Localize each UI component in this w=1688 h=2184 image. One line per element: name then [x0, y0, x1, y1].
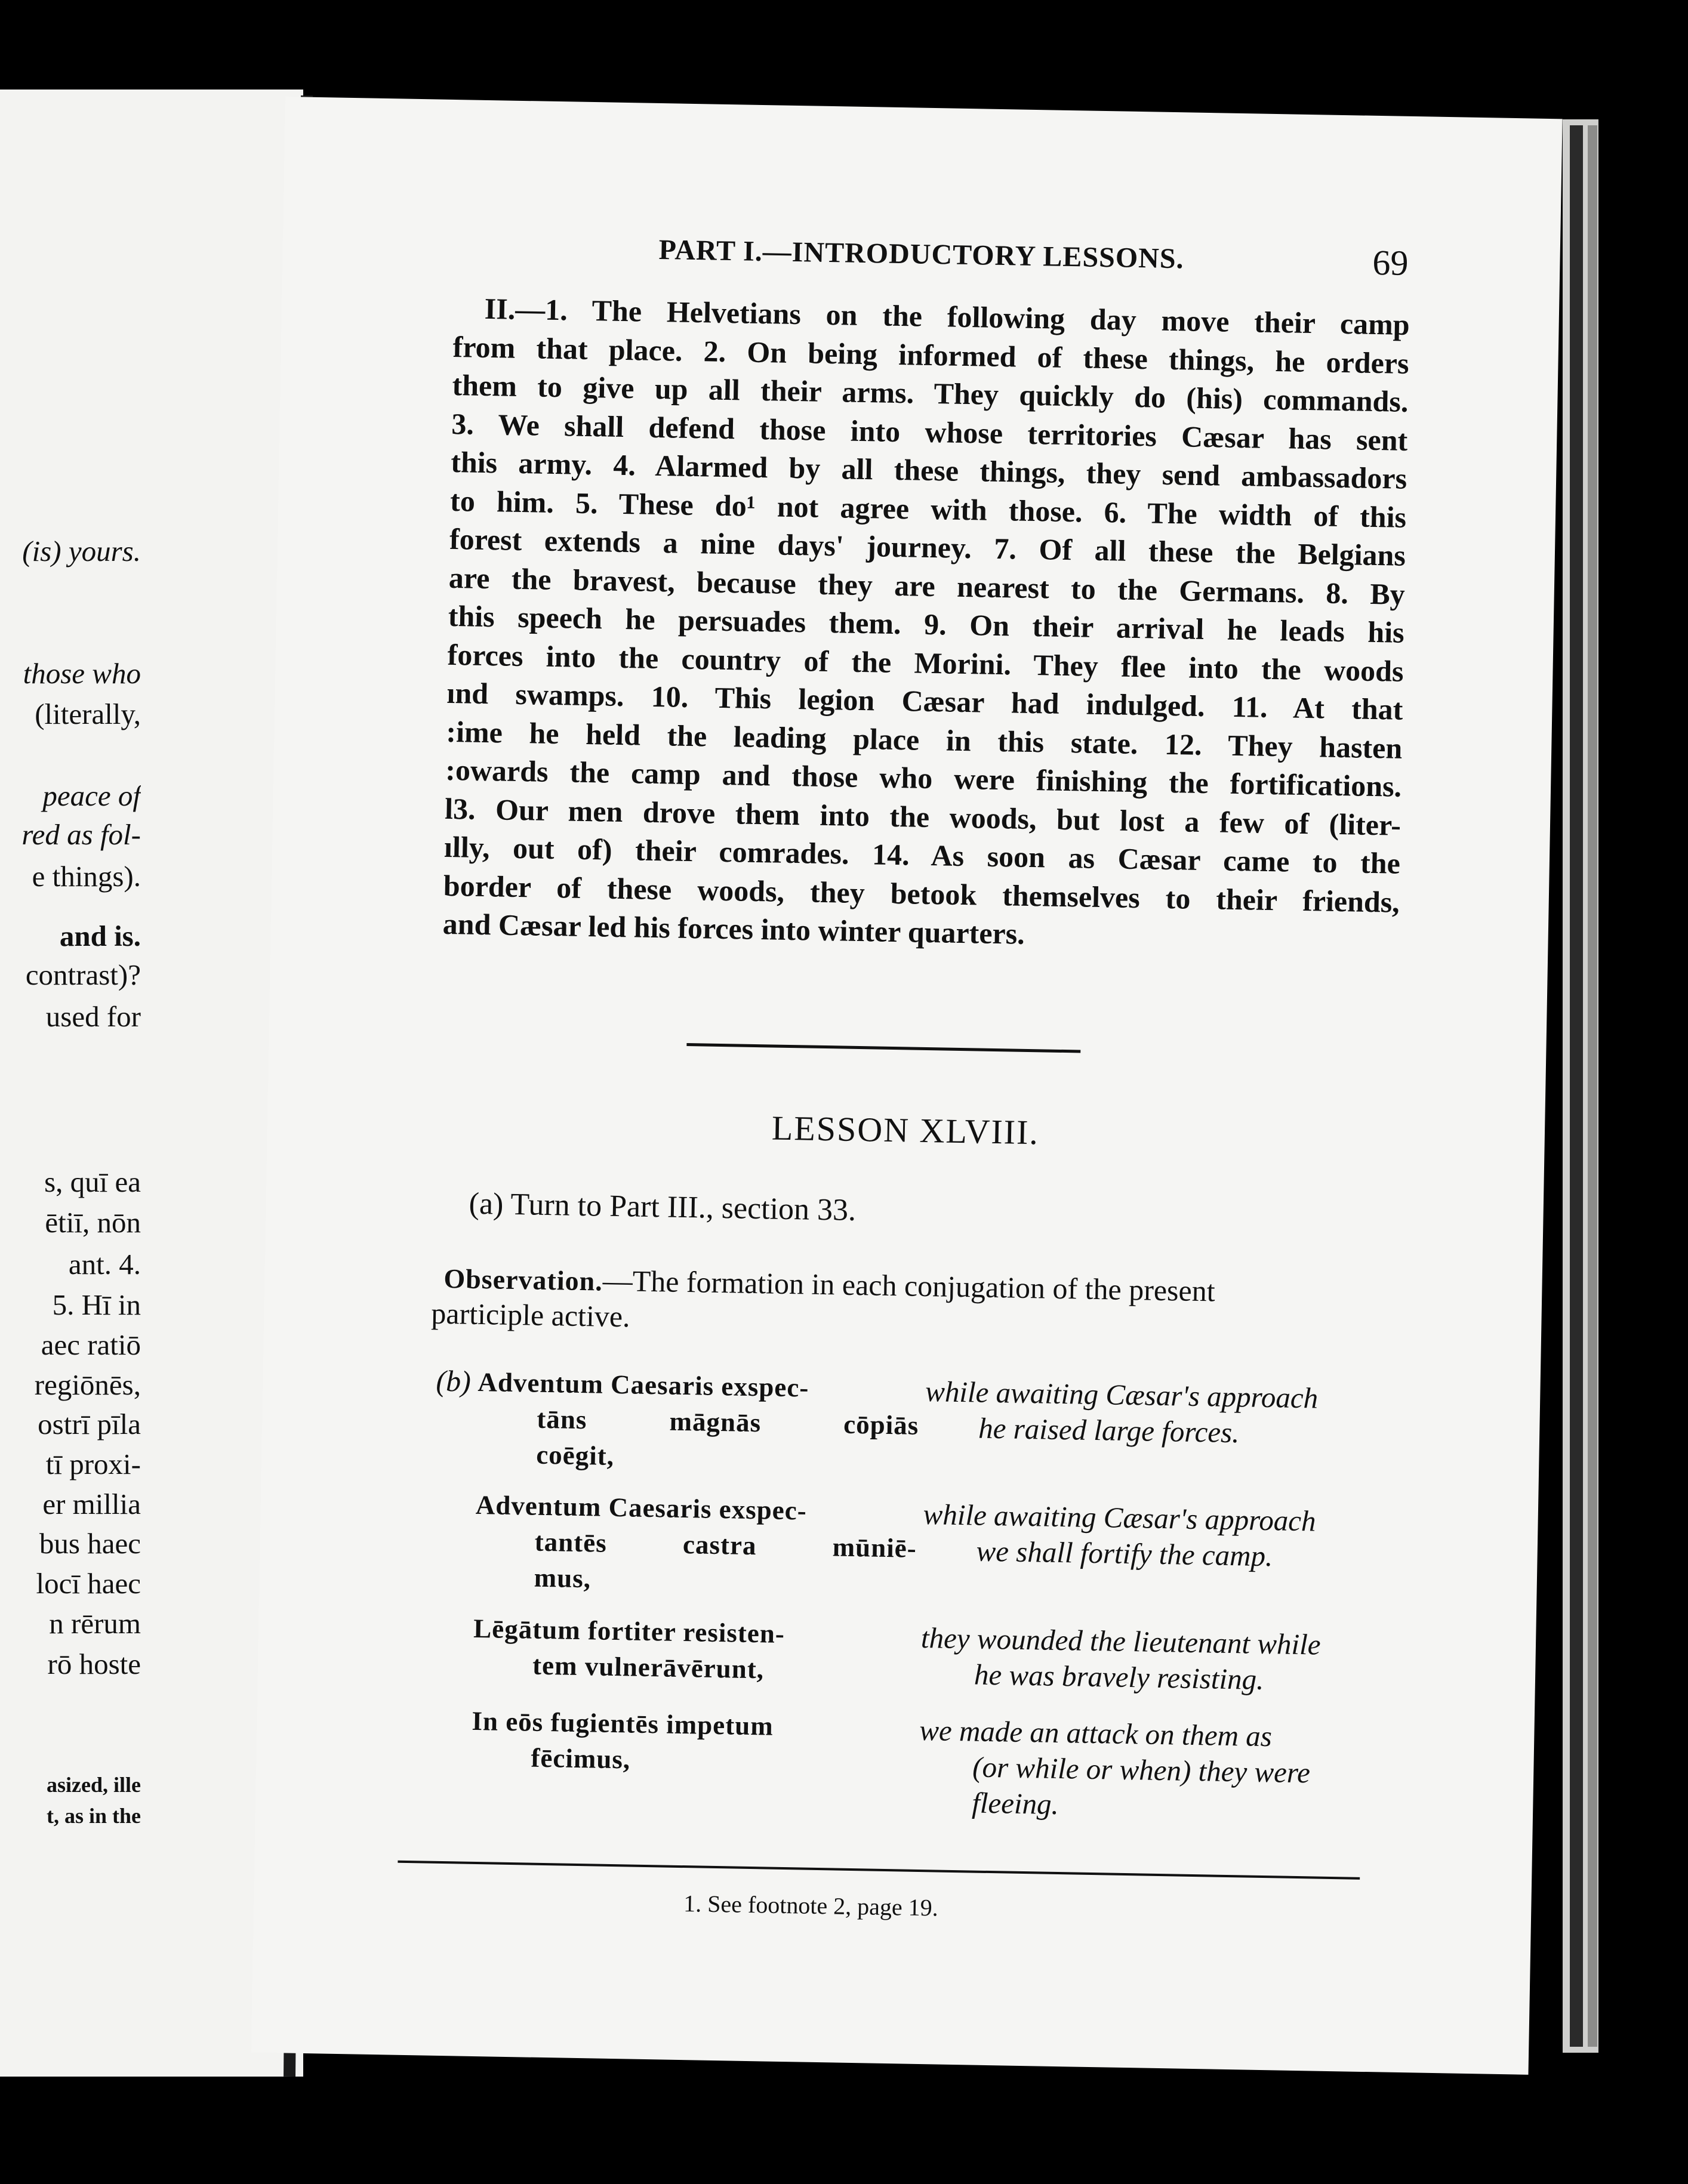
previous-page-line: n rērum — [49, 1607, 141, 1640]
previous-page-line: ostrī pīla — [38, 1408, 141, 1440]
example-latin: tantēs castra mūniē- — [534, 1526, 917, 1563]
previous-page-line: and is. — [59, 920, 141, 952]
previous-page-line: peace of — [42, 779, 141, 812]
previous-page-line: s, quī ea — [44, 1165, 141, 1198]
exercise-line: this army. 4. Alarmed by all these things, they send ambassadors — [450, 445, 1407, 495]
exercise-line: :owards the camp and those who were finishing the fortifications. — [445, 752, 1402, 803]
previous-page-line: asized, ille — [47, 1773, 141, 1797]
book-page — [251, 97, 1563, 2075]
lesson-title: LESSON XLVIII. — [771, 1108, 1040, 1152]
exercise-line: II.—1. The Helvetians on the following day move their camp — [484, 291, 1410, 341]
example-latin: Lēgātum fortiter resisten- — [473, 1613, 786, 1649]
example-latin: mus, — [534, 1562, 592, 1594]
exercise-line: ınd swamps. 10. This legion Cæsar had indulged. 11. At that — [446, 675, 1403, 726]
example-latin: fēcimus, — [531, 1742, 631, 1775]
exercise-line: them to give up all their arms. They quickly do (his) commands. — [452, 368, 1409, 418]
previous-page-line: locī haec — [36, 1567, 141, 1600]
exercise-line: :ime he held the leading place in this state. 12. They hasten — [445, 714, 1403, 765]
previous-page-line: ētiī, nōn — [45, 1206, 141, 1239]
previous-page-line: (is) yours. — [22, 535, 141, 567]
example-translation: (or while or when) they were — [972, 1750, 1311, 1790]
previous-page-line: red as fol- — [21, 818, 141, 851]
previous-page-line: t, as in the — [46, 1804, 141, 1828]
previous-page-line: (literally, — [35, 698, 141, 730]
previous-page-text — [0, 0, 141, 2184]
part-b-marker: (b) — [435, 1364, 472, 1398]
example-latin: In eōs fugientēs impetum — [472, 1705, 774, 1741]
previous-page-line: tī proxi- — [45, 1448, 141, 1480]
observation-text: —The formation in each conjugation of the present — [602, 1263, 1216, 1308]
previous-page-line: used for — [45, 1000, 141, 1033]
example-translation: while awaiting Cæsar's approach — [925, 1375, 1319, 1415]
example-translation: he was bravely resisting. — [974, 1658, 1264, 1696]
example-translation: fleeing. — [971, 1786, 1059, 1821]
previous-page-line: contrast)? — [25, 958, 141, 991]
observation-text-cont: participle active. — [430, 1296, 631, 1334]
example-translation: he raised large forces. — [978, 1411, 1240, 1449]
previous-page-line: bus haec — [39, 1527, 141, 1560]
part-a-instruction: (a) Turn to Part III., section 33. — [469, 1186, 857, 1227]
example-translation: we shall fortify the camp. — [976, 1534, 1273, 1573]
exercise-line: and Cæsar led his forces into winter quarters. — [442, 906, 1025, 951]
example-latin: tāns māgnās cōpiās — [536, 1403, 919, 1440]
example-translation: while awaiting Cæsar's approach — [923, 1498, 1317, 1538]
exercise-line: to him. 5. These do¹ not agree with those. 6. The width of this — [449, 483, 1407, 534]
running-title: PART I.—INTRODUCTORY LESSONS. — [658, 233, 1184, 275]
previous-page-line: ant. 4. — [68, 1248, 141, 1281]
exercise-line: 3. We shall defend those into whose territories Cæsar has sent — [451, 406, 1408, 457]
previous-page-line: 5. Hī in — [52, 1288, 141, 1321]
previous-page-line: regiōnēs, — [34, 1368, 141, 1401]
section-divider — [686, 1043, 1080, 1053]
observation-label: Observation. — [443, 1263, 603, 1297]
example-latin: tem vulnerāvērunt, — [532, 1650, 765, 1685]
previous-page-line: those who — [23, 657, 141, 690]
exercise-line: from that place. 2. On being informed of these things, he orders — [452, 329, 1409, 380]
previous-page-line: e things). — [32, 860, 141, 893]
previous-page-line: er millia — [42, 1488, 141, 1520]
previous-page-line: aec ratiō — [41, 1328, 141, 1361]
exercise-line: forces into the country of the Morini. They flee into the woods — [447, 637, 1404, 688]
page-number: 69 — [1372, 242, 1409, 283]
example-translation: we made an attack on them as — [919, 1713, 1273, 1753]
exercise-line: this speech he persuades them. 9. On their arrival he leads his — [448, 599, 1405, 649]
page-edge-highlight — [1588, 125, 1597, 2047]
previous-page-line: rō hoste — [47, 1648, 141, 1680]
exercise-line: forest extends a nine days' journey. 7. Of all these the Belgians — [449, 522, 1406, 572]
example-translation: they wounded the lieutenant while — [920, 1621, 1321, 1661]
footnote-rule — [398, 1861, 1360, 1880]
exercise-line: border of these woods, they betook themselves to their friends, — [443, 868, 1400, 919]
footnote: 1. See footnote 2, page 19. — [683, 1890, 939, 1921]
example-latin: Adventum Caesaris exspec- — [478, 1366, 809, 1403]
example-latin: Adventum Caesaris exspec- — [475, 1489, 808, 1526]
exercise-line: ılly, out of) their comrades. 14. As soon as Cæsar came to the — [443, 829, 1401, 880]
example-latin: coēgit, — [535, 1439, 615, 1471]
exercise-line: are the bravest, because they are nearest to the Germans. 8. By — [448, 560, 1406, 611]
page-edge-shadow — [1570, 125, 1583, 2047]
exercise-line: l3. Our men drove them into the woods, but lost a few of (liter- — [444, 791, 1401, 842]
